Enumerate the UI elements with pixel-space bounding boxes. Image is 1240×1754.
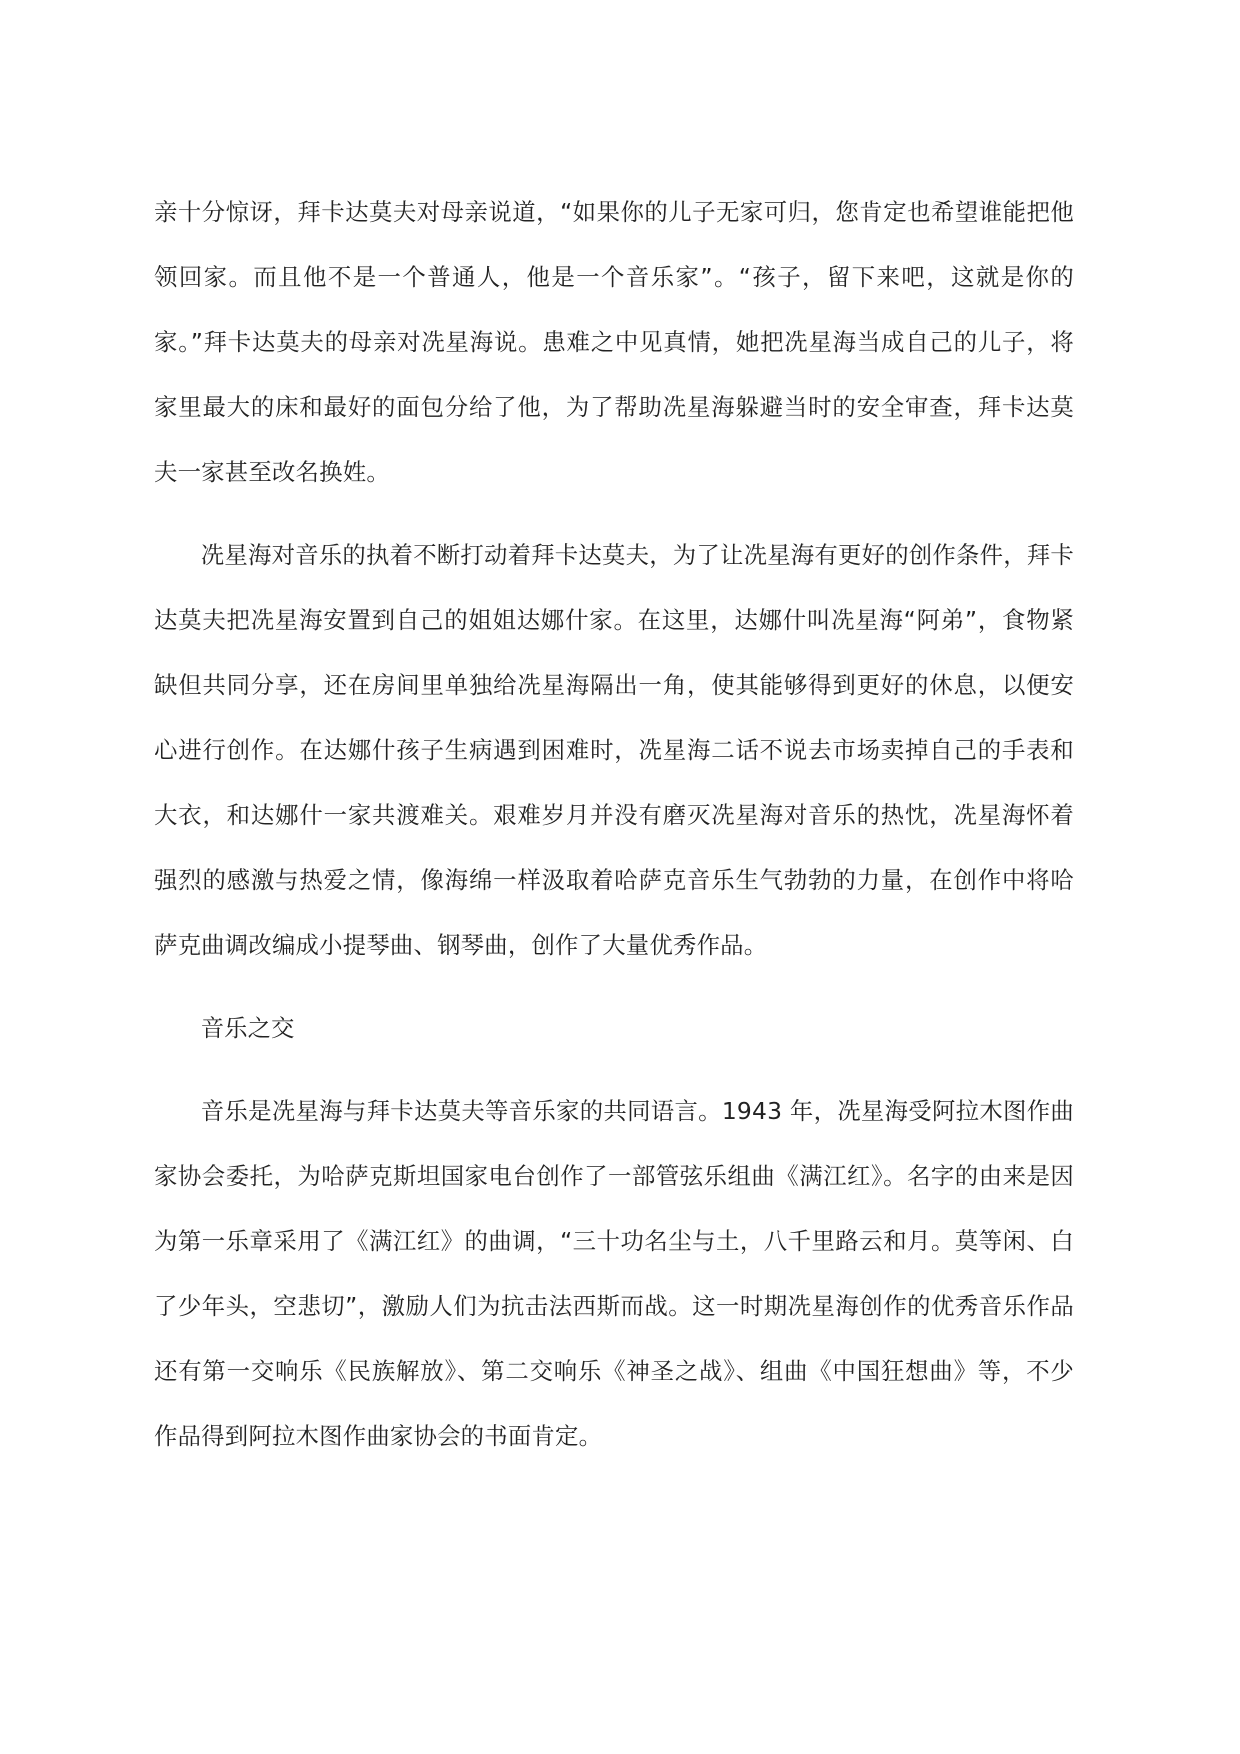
section-heading-music-friendship: 音乐之交 xyxy=(200,1014,295,1042)
document-page xyxy=(154,180,1074,1487)
paragraph-manjianghong-suite: 音乐是冼星海与拜卡达莫夫等音乐家的共同语言。1943 年，冼星海受阿拉木图作曲家协会委托，为哈萨克斯坦国家电台创作了一部管弦乐组曲《满江红》。名字的由来是因为第一乐章采用了《满江红》的曲调，“三十功名尘与土，八千里路云和月。莫等闲、白了少年头，空悲切”，激励人们为抗击法西斯而战。这一时期冼星海创作的优秀音乐作品还有第一交响乐《民族解放》、第二交响乐《神圣之战》、组曲《中国狂想曲》等，不少作品得到阿拉木图作曲家协会的书面肯定。 xyxy=(154,1097,1074,1450)
paragraph-mother-welcome: 亲十分惊讶，拜卡达莫夫对母亲说道，“如果你的儿子无家可归，您肯定也希望谁能把他领回家。而且他不是一个普通人，他是一个音乐家”。“孩子，留下来吧，这就是你的家。”拜卡达莫夫的母亲对冼星海说。患难之中见真情，她把冼星海当成自己的儿子，将家里最大的床和最好的面包分给了他，为了帮助冼星海躲避当时的安全审查，拜卡达莫夫一家甚至改名换姓。 xyxy=(154,198,1074,486)
paragraph-danashi-home: 冼星海对音乐的执着不断打动着拜卡达莫夫，为了让冼星海有更好的创作条件，拜卡达莫夫把冼星海安置到自己的姐姐达娜什家。在这里，达娜什叫冼星海“阿弟”，食物紧缺但共同分享，还在房间里单独给冼星海隔出一角，使其能够得到更好的休息，以便安心进行创作。在达娜什孩子生病遇到困难时，冼星海二话不说去市场卖掉自己的手表和大衣，和达娜什一家共渡难关。艰难岁月并没有磨灭冼星海对音乐的热忱，冼星海怀着强烈的感激与热爱之情，像海绵一样汲取着哈萨克音乐生气勃勃的力量，在创作中将哈萨克曲调改编成小提琴曲、钢琴曲，创作了大量优秀作品。 xyxy=(154,541,1074,959)
